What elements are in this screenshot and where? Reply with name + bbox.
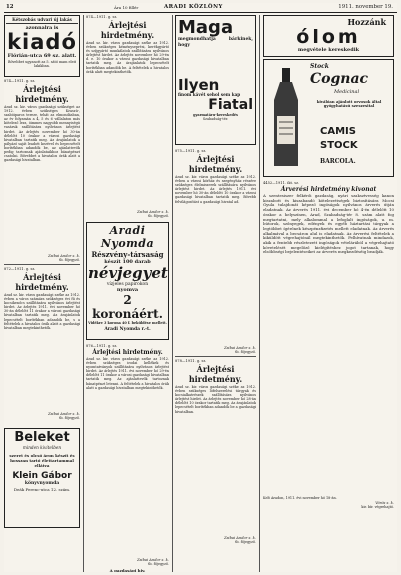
notice7-signature: Vörös s. k.: [375, 501, 394, 506]
notice5-signature-role: tb. főjegyző.: [234, 350, 256, 354]
ad-maga-line2: finom kávét sehol sem kap: [178, 92, 241, 97]
ad-nyomda-footer: Aradi Nyomda r.-t.: [104, 327, 151, 333]
ad-cognac-product: Cognac: [310, 71, 369, 87]
notice4-body: Arad sz. kir. város gazdasági széke az 1912. évben szükséges irodai kellékek és nyomtatványok szállítására nyilvános árlejtést hirdet. Az árlejtés 1911. évi november hó 29-én délelőtt 11 órakor a városi gazdasági hivatalban tartatik meg. Az ajánlattevők tartoznak bánatpénzt letenni. A feltételek a hivatalos órák alatt a gazdasági hivatalban megtekinthetők.: [86, 357, 169, 390]
ad-kiado-big: kiadó: [7, 30, 77, 54]
ad-nyomda-subtitle: Részvény-társaság: [91, 250, 164, 259]
notice6-signature: Zsibai Andor s. k.: [224, 536, 256, 540]
notice3-body: Arad sz. kir. város gazdasági széke az 1912. évben szükséges kéményseprési, kerékgyártó és szíjgyártó munkálatok szállítására nyilvános árlejtést hirdet. Az árlejtés november hó 29-én d. e. 10 órakor a városi gazdasági hivatalban tartatik meg. Az árajánlatok lepecsételt borítékban adandók be. A feltételek a hivatalos órák alatt megtekinthetők.: [86, 41, 169, 74]
notice6-signature-role: tb. főjegyző.: [234, 540, 256, 544]
ad-nyomda-price: 2 koronáért.: [92, 293, 163, 321]
notice4-heading: Árlejtési hirdetmény.: [92, 349, 163, 356]
ad-nyomda-title: Aradi Nyomda: [100, 224, 155, 250]
ad-kiado-line1: Kétszobás udvari új lakás: [6, 17, 78, 24]
ad-maga-brand: Fiatal: [208, 97, 253, 114]
masthead: [4, 3, 397, 13]
newspaper-title: ARADI KÖZLÖNY: [164, 4, 223, 10]
ad-cognac-camis: CAMIS: [320, 126, 356, 137]
notice1-signature: Zsibai Andor s. k.: [48, 254, 80, 258]
ad-olom-line1: Hozzánk: [347, 17, 386, 27]
ad-maga-line3: gyarmatáru-kereskedés: [193, 113, 238, 118]
notice5-signature: Zsibai Andor s. k.: [224, 346, 256, 350]
notice7-ref: 4452—1911. ikt. sz.: [263, 181, 300, 185]
ad-cognac-stock: STOCK: [320, 140, 358, 151]
ad-maga: [175, 15, 256, 145]
bottle-illustration: [270, 66, 302, 170]
ad-beleket-body: szeret és olcsó áron készít és hosszan tartó élettartammal ellátva: [9, 453, 75, 468]
ad-nyomda-note: Vidékre 3 korona 40 f. beküldése mellett.: [88, 321, 167, 325]
ad-beleket-role: könyvnyomda: [24, 481, 60, 486]
column-1: [4, 15, 80, 572]
ad-cognac-left-text: kiválóan ajánlott orvosok által gyógyhatású szeszesital: [316, 99, 382, 109]
ad-maga-line1: megmondhatja bárkinek, hogy: [178, 37, 253, 48]
notice4-ref: 876—1911. g. sz.: [86, 344, 118, 348]
col2-header-ref: 874—1911. g. sz.: [86, 15, 118, 19]
column-3: [172, 15, 256, 572]
ad-maga-big: Maga: [178, 17, 234, 38]
ad-nyomda-big: névjegyet: [88, 264, 168, 282]
column-2: [83, 15, 169, 572]
notice7-body: A szentesiszer felkérői gazdaság, nyári szaksztvesség kanon kiszabott és kiszabandó kötelezettségek biztosítására Mocsi Gyula tulajdonát képező ingóságok nyilvános árverés útján eladatnak. Az árverés 1911. évi december hó 4-én délelőtt 10 órakor a helyszínen, Arad, Szabadság-tér 8. szám alatt fog megtartatni, mely alkalommal a lefoglalt ingóságok, u. m. bútorok, szőnyegek, edények és egyéb háztartási tárgyak a legtöbbet ígérőnek készpénzfizetés mellett eladatnak. Az árverés alkalmával a becsáron alul is eladatnak. Az árverési feltételek a kiküldött végrehajtónál megtekinthetők. Felhívatnak mindazok, akik a fentebb részletezett ingóságok vételárából a végrehajtató követelését megelőző kielégítéshez jogot tartanak, hogy elsőbbségi bejelentéseiket az árverés megkezdéséig beadják.: [263, 194, 394, 255]
ad-nyomda-line1: készít 100 darab: [104, 259, 151, 265]
ad-maga-highlight: Ilyen: [178, 76, 220, 94]
notice3-heading: Árlejtési hirdetmény.: [100, 20, 155, 40]
ad-kiado-note: Bővebbet ugyanott az 5. sátó mam eleit lakikban.: [7, 60, 77, 69]
notice2-body: Arad sz. kir. város gazdasági széke az 1912. évben a város számára szükséges évi fű és kocsikenőcs szállítására nyilvános árlejtést hirdet. Az árlejtés 1911. évi november hó 30-án délelőtt 11 órakor a városi gazdasági hivatalban tartatik meg. Az árajánlatok lepecsételt borítékban adandók be, s a feltételek a hivatalos órák alatt a gazdasági hivatalban megtekinthetők.: [4, 293, 80, 330]
notice2-ref: 872—1911. g. sz.: [4, 267, 36, 271]
ad-beleket-title: Beleket: [14, 430, 70, 445]
ad-beleket-subtitle: minden kivitelben: [22, 445, 62, 450]
ad-cognac-brand: Stock: [310, 63, 329, 70]
notice1-ref: 874—1911. g. sz.: [4, 79, 36, 83]
ad-kiado: [4, 15, 80, 77]
notice6-heading: Árlejtési hirdetmény.: [188, 364, 243, 384]
divider: [175, 356, 256, 357]
notice7-place: Kelt Aradon, 1911. évi november hó 18-án.: [263, 496, 337, 500]
notice7-heading: Árverési hirdetmény kivonat: [280, 186, 377, 193]
ad-cognac-sub: Medicinal: [334, 89, 360, 95]
ad-beleket-name: Klein Gábor: [12, 471, 72, 481]
ad-nyomda-line3: nyomva: [116, 287, 139, 293]
notice1-body: Arad sz. kir. város gazdasági szükséget az 1912. évben szükséges Kraszü-, szabóiparos tereze, tehát az elmondásban, az év folyamán a 4, 5 és 6 vállalaton más kötelező lezz, óimmes nagyobb mennyiségü vasáruk szállítására nyilvános árlejtést hirdet. Az árlejtés november hó 30-án délelőtt 10 órakor a városi gazdasági hivatalban tartatik meg. Az árajánlatok a pályázó saját leadott kezével és bepecsételt borítékban adandók be, az ajánlattevők pedig tartoznak ajánlataikhoz bánatpénzt csatolni. Bővebbet a hivatalos órák alatt a gazdasági hivatalban.: [4, 105, 80, 163]
ad-cognac: [263, 59, 394, 177]
ad-beleket: [4, 428, 80, 528]
notice6-body: Arad sz. kir. város gazdasági széke az 1912. évben szükséges lófelszerelési tárgyak és kocsialkatrészek szállítására nyilvános árlejtést hirdet. Az árlejtés november hó 28-án délelőtt 10 órakor tartatik meg. Az árajánlatok lepecsételt borítékban adandók be a gazdasági hivatalban.: [175, 385, 256, 414]
issue-note: Ára 10 fillér: [114, 5, 139, 10]
col2-footer: A gazdasági hiv.: [109, 568, 146, 572]
notice3-signature-role: tb. főjegyző.: [147, 214, 169, 218]
ad-olom: [263, 15, 394, 57]
notice1-signature-role: tb. főjegyző.: [58, 258, 80, 262]
notice2-signature-role: tb. főjegyző.: [58, 416, 80, 420]
ad-kiado-line2: azonnalra is: [25, 25, 59, 31]
notice5-heading: Árlejtési hirdetmény.: [188, 154, 243, 174]
page-number: 12: [6, 4, 14, 10]
ad-olom-line2: megvétele kereskedik: [297, 47, 360, 53]
notice2-signature: Zsibai Andor s. k.: [48, 412, 80, 416]
notice2-heading: Árlejtési hirdetmény.: [15, 272, 69, 292]
ad-olom-big: ólom: [296, 26, 361, 48]
ad-cognac-origin: BARCOLA.: [320, 158, 356, 165]
newspaper-page: [4, 3, 397, 572]
issue-date: 1911. november 19.: [338, 4, 393, 10]
ad-nyomda-line2: vízjeles papírokon: [106, 282, 149, 287]
notice3-signature: Zsibai Andor s. k.: [137, 210, 169, 214]
notice7-signature-role: kir. bír. végrehajtó.: [361, 505, 394, 510]
notice4-signature-role: tb. főjegyző.: [147, 562, 169, 566]
notice5-body: Arad sz. kir. város gazdasági széke az 1912. évben a városi kórház és szegényház részére szükséges élelmiszerek szállítására nyilvános árlejtést hirdet. Az árlejtés 1911. évi november hó 30-án délelőtt 10 órakor a városi gazdasági hivatalban tartatik meg. Bővebb felvilágosítást a gazdasági hivatal ad.: [175, 175, 256, 204]
notice1-heading: Árlejtési hirdetmény.: [15, 84, 69, 104]
ad-aradi-nyomda: [86, 222, 169, 340]
column-4: [259, 15, 394, 572]
notice6-ref: 878—1911. g. sz.: [175, 359, 207, 363]
ad-kiado-address: Flórián-utca 69 sz. alatt.: [7, 53, 77, 59]
notice4-signature: Zsibai Andor s. k.: [137, 558, 169, 562]
ad-maga-address: Szabadság-tér.: [202, 117, 229, 122]
notice5-ref: 875—1911. g. sz.: [175, 149, 207, 153]
ad-beleket-address: Deák Ferenc-utca 12. szám.: [13, 487, 71, 492]
divider: [4, 264, 80, 265]
